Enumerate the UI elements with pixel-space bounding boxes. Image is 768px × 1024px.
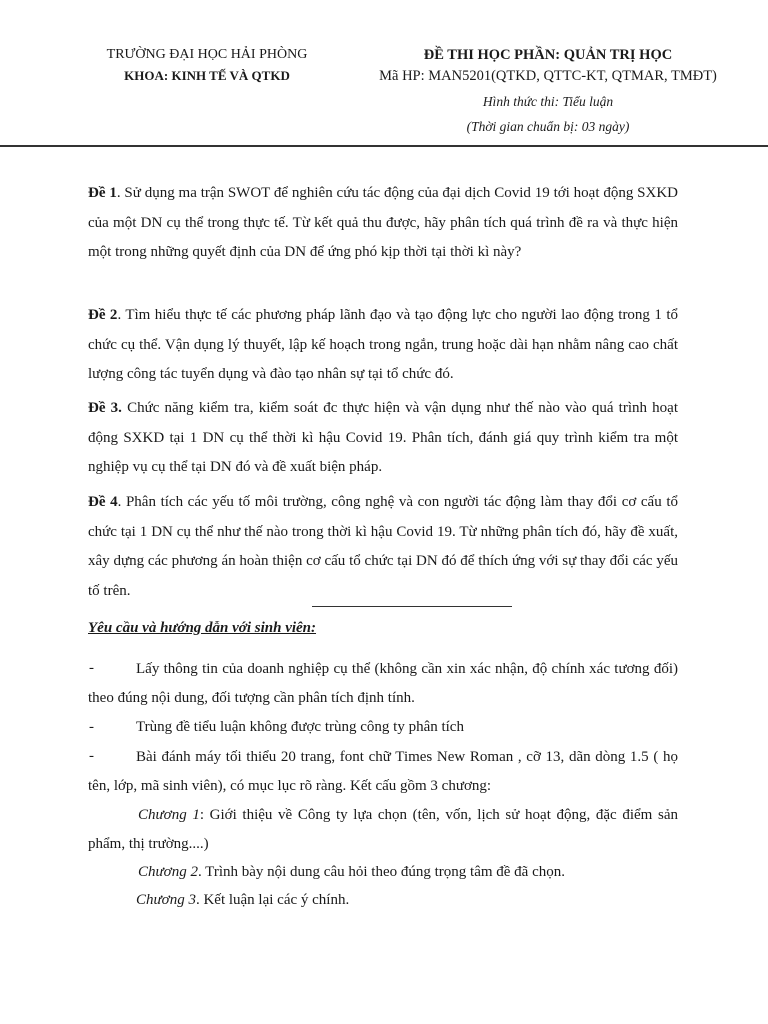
topic-4-label: Đề 4 — [88, 494, 118, 510]
requirement-item-3: Bài đánh máy tối thiểu 20 trang, font chữ Times New Roman , cỡ 13, dãn dòng 1.5 ( họ tên, lớp, mã sinh viên), có mục lục rõ ràng. Kết cấu gồm 3 chương: — [88, 749, 678, 794]
topic-4 — [88, 488, 678, 606]
topic-4-text: . Phân tích các yếu tố môi trường, công nghệ và con người tác động làm thay đổi cơ cấu tổ chức tại 1 DN cụ thể như thế nào trong thời kì hậu Covid 19. Từ những phân tích đó, hãy đề xuất, xây dựng các phương án hoàn thiện cơ cấu tổ chức tại DN đó để thích ứng với sự thay đổi các yếu tố trên. — [88, 494, 678, 599]
chapter-3-text: . Kết luận lại các ý chính. — [195, 892, 350, 908]
faculty-name: KHOA: KINH TẾ VÀ QTKD — [124, 68, 290, 83]
chapter-1-label: Chương 1 — [138, 807, 200, 823]
chapter-3 — [136, 892, 349, 909]
topic-1-label: Đề 1 — [88, 185, 117, 201]
chapter-2-text: . Trình bày nội dung câu hỏi theo đúng trọng tâm đề đã chọn. — [197, 864, 565, 880]
school-name: TRƯỜNG ĐẠI HỌC HẢI PHÒNG — [106, 47, 308, 62]
chapter-3-label: Chương 3 — [136, 892, 196, 908]
topic-2 — [88, 301, 678, 390]
topic-1 — [88, 179, 678, 268]
chapter-2 — [138, 864, 565, 881]
chapter-1-text: : Giới thiệu về Công ty lựa chọn (tên, vốn, lịch sử hoạt động, đặc điểm sản phẩm, thị trường....) — [88, 807, 678, 852]
header-divider — [0, 145, 768, 147]
topic-3 — [88, 394, 678, 483]
requirements-title: Yêu cầu và hướng dẫn với sinh viên: — [88, 620, 317, 636]
exam-form: Hình thức thi: Tiểu luận — [482, 94, 614, 109]
chapter-2-label: Chương 2 — [138, 864, 198, 880]
topic-3-label: Đề 3. — [88, 400, 122, 416]
prep-time: (Thời gian chuẩn bị: 03 ngày) — [466, 119, 630, 134]
course-code: Mã HP: MAN5201(QTKD, QTTC-KT, QTMAR, TMĐT) — [379, 68, 717, 84]
topic-1-text: . Sử dụng ma trận SWOT để nghiên cứu tác động của đại dịch Covid 19 tới hoạt động SXKD của một DN cụ thể trong thực tế. Từ kết quả thu được, hãy phân tích quá trình đề ra và thực hiện một trong những quyết định của DN để ứng phó kịp thời tại thời kì này? — [88, 185, 678, 260]
bullet-dash: - — [89, 660, 94, 676]
requirement-item-1: Lấy thông tin của doanh nghiệp cụ thể (không cần xin xác nhận, độ chính xác tương đối) theo đúng nội dung, đối tượng cần phân tích định tính. — [88, 661, 678, 706]
bullet-dash: - — [89, 748, 94, 764]
topic-2-label: Đề 2 — [88, 307, 118, 323]
bullet-dash: - — [89, 719, 94, 735]
topic-2-text: . Tìm hiểu thực tế các phương pháp lãnh đạo và tạo động lực cho người lao động trong 1 tổ chức cụ thể. Vận dụng lý thuyết, lập kế hoạch trong ngắn, trung hoặc dài hạn nhằm nâng cao chất lượng công tác tuyển dụng và đào tạo nhân sự tại tổ chức đó. — [88, 307, 678, 382]
chapter-1 — [88, 801, 678, 859]
exam-title: ĐỀ THI HỌC PHẦN: QUẢN TRỊ HỌC — [423, 47, 673, 63]
topic-3-text: Chức năng kiểm tra, kiểm soát đc thực hiện và vận dụng như thế nào vào quá trình hoạt động SXKD tại 1 DN cụ thể thời kì hậu Covid 19. Phân tích, đánh giá quy trình kiểm tra một nghiệp vụ cụ thể tại DN đó và đề xuất biện pháp. — [88, 400, 678, 475]
section-separator — [312, 606, 512, 607]
requirement-item-2: Trùng đề tiểu luận không được trùng công ty phân tích — [136, 719, 464, 735]
